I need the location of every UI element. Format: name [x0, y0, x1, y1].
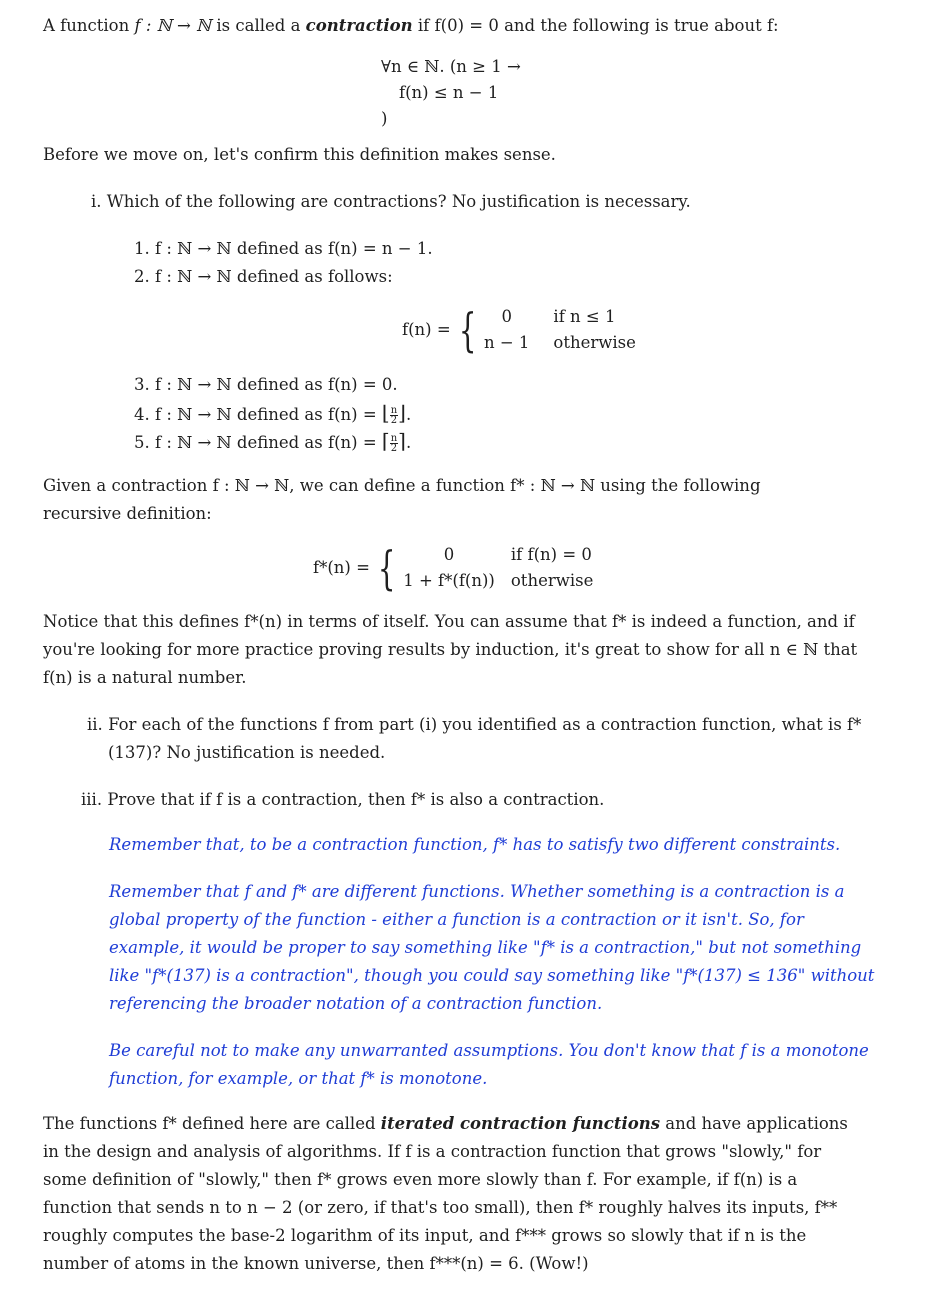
fraction-numerator: n: [390, 433, 398, 444]
fraction: [390, 434, 398, 453]
part-i-question: [91, 188, 691, 216]
intro-condition: if f(0) = 0 and the following is true about f:: [417, 16, 779, 35]
part-i-text: Which of the following are contractions? No justification is necessary.: [106, 192, 691, 211]
part-iii-text: Prove that if f is a contraction, then f* is also a contraction.: [107, 790, 605, 809]
before-paragraph: Before we move on, let's confirm this definition makes sense.: [43, 145, 556, 164]
item-text: f : ℕ → ℕ defined as f(n) = 0.: [155, 375, 398, 394]
case-condition: otherwise: [510, 571, 594, 590]
item-text: f : ℕ → ℕ defined as f(n) = n − 1.: [155, 239, 433, 258]
left-brace: {: [458, 303, 477, 357]
fraction-denominator: 2: [390, 415, 398, 426]
intro-signature: f : ℕ → ℕ: [134, 16, 212, 35]
intro-lead: A function: [43, 16, 130, 35]
ceil-close: ⌉: [398, 429, 406, 453]
case-condition: if f(n) = 0: [510, 545, 592, 564]
notice-paragraph: Notice that this defines f*(n) in terms of itself. You can assume that f* is indeed a function, and if you're looking for more practice proving results by induction, it's great to show for all n ∈ ℕ that f(n) is a natural number.: [43, 612, 858, 687]
formula-line-2: f(n) ≤ n − 1: [399, 83, 499, 102]
list-item: [134, 263, 393, 291]
item-number: 4.: [134, 405, 150, 424]
contraction-term: contraction: [305, 16, 413, 35]
hint-constraints: Remember that, to be a contraction function, f* has to satisfy two different constraints.: [109, 835, 841, 854]
fraction: [390, 406, 398, 425]
part-i-label: i.: [91, 192, 102, 211]
part-iii-question: [81, 786, 604, 814]
formula-line-3: ): [381, 109, 388, 128]
case-condition: otherwise: [553, 333, 636, 352]
item-text: f : ℕ → ℕ defined as f(n) =: [155, 433, 377, 452]
closing-rest: and have applications in the design and analysis of algorithms. If f is a contraction function that grows "slowly," for some definition of "slowly," then f* grows even more slowly than f. For example, if f(n) is a function that sends n to n − 2 (or zero, if that's too small), then f* roughly halves its inputs, f** roughly computes the base-2 logarithm of its input, and f*** grows so slowly that if n is the number of atoms in the known universe, then f***(n) = 6. (Wow!): [43, 1114, 848, 1273]
item-number: 1.: [134, 239, 150, 258]
formula-line-1: ∀n ∈ ℕ. (n ≥ 1 →: [381, 57, 521, 76]
floor-close: ⌋: [398, 401, 406, 425]
case-value: 1 + f*(f(n)): [403, 571, 495, 590]
intro-paragraph: [43, 12, 893, 40]
closing-paragraph: [43, 1110, 863, 1278]
left-brace: {: [377, 541, 396, 595]
list-item: [134, 371, 398, 399]
list-item: 4. f : ℕ → ℕ defined as f(n) = ⌊ $\frac{n}{2}$ ⌋.: [134, 401, 412, 426]
item-number: 5.: [134, 433, 150, 452]
list-item: [134, 235, 433, 263]
fraction-denominator: 2: [390, 443, 398, 454]
item-text: f : ℕ → ℕ defined as f(n) =: [155, 405, 377, 424]
part-ii-text: For each of the functions f from part (i) you identified as a contraction function, what is f*(137)? No justification is needed.: [108, 715, 862, 762]
part-iii-label: iii.: [81, 790, 103, 809]
item-number: 3.: [134, 375, 150, 394]
case-value: 0: [501, 307, 512, 326]
fraction-numerator: n: [390, 405, 398, 416]
part-ii-label: ii.: [87, 715, 103, 734]
case-value: 0: [443, 545, 455, 564]
fstar-lhs: f*(n) =: [313, 558, 370, 577]
case-value: n − 1: [483, 333, 530, 352]
given-paragraph: Given a contraction f : ℕ → ℕ, we can define a function f* : ℕ → ℕ using the following recursive definition:: [43, 476, 761, 523]
floor-open: ⌊: [381, 401, 390, 425]
hint-assumptions: Be careful not to make any unwarranted assumptions. You don't know that f is a monotone function, for example, or that f* is monotone.: [109, 1041, 869, 1088]
iterated-term: iterated contraction functions: [380, 1114, 661, 1133]
case-condition: if n ≤ 1: [553, 307, 616, 326]
piecewise-definition: [402, 304, 636, 356]
part-ii-question: [87, 711, 868, 767]
closing-start: The functions f* defined here are called: [43, 1114, 376, 1133]
ceil-open: ⌈: [381, 429, 390, 453]
item-number: 2.: [134, 267, 150, 286]
contraction-formula: [381, 54, 521, 132]
hint-global-property: Remember that f and f* are different functions. Whether something is a contraction is a global property of the function - either a function is a contraction or it isn't. So, for example, it would be proper to say something like "f* is a contraction," but not something like "f*(137) is a contraction", though you could say something like "f*(137) ≤ 136" without referencing the broader notation of a contraction function.: [109, 882, 875, 1013]
intro-is-called: is called a: [216, 16, 301, 35]
piecewise-lhs: f(n) =: [402, 320, 451, 339]
item-text: f : ℕ → ℕ defined as follows:: [155, 267, 393, 286]
fstar-definition: [313, 542, 593, 594]
list-item: 5. f : ℕ → ℕ defined as f(n) = ⌈ $\frac{n}{2}$ ⌉.: [134, 429, 412, 454]
